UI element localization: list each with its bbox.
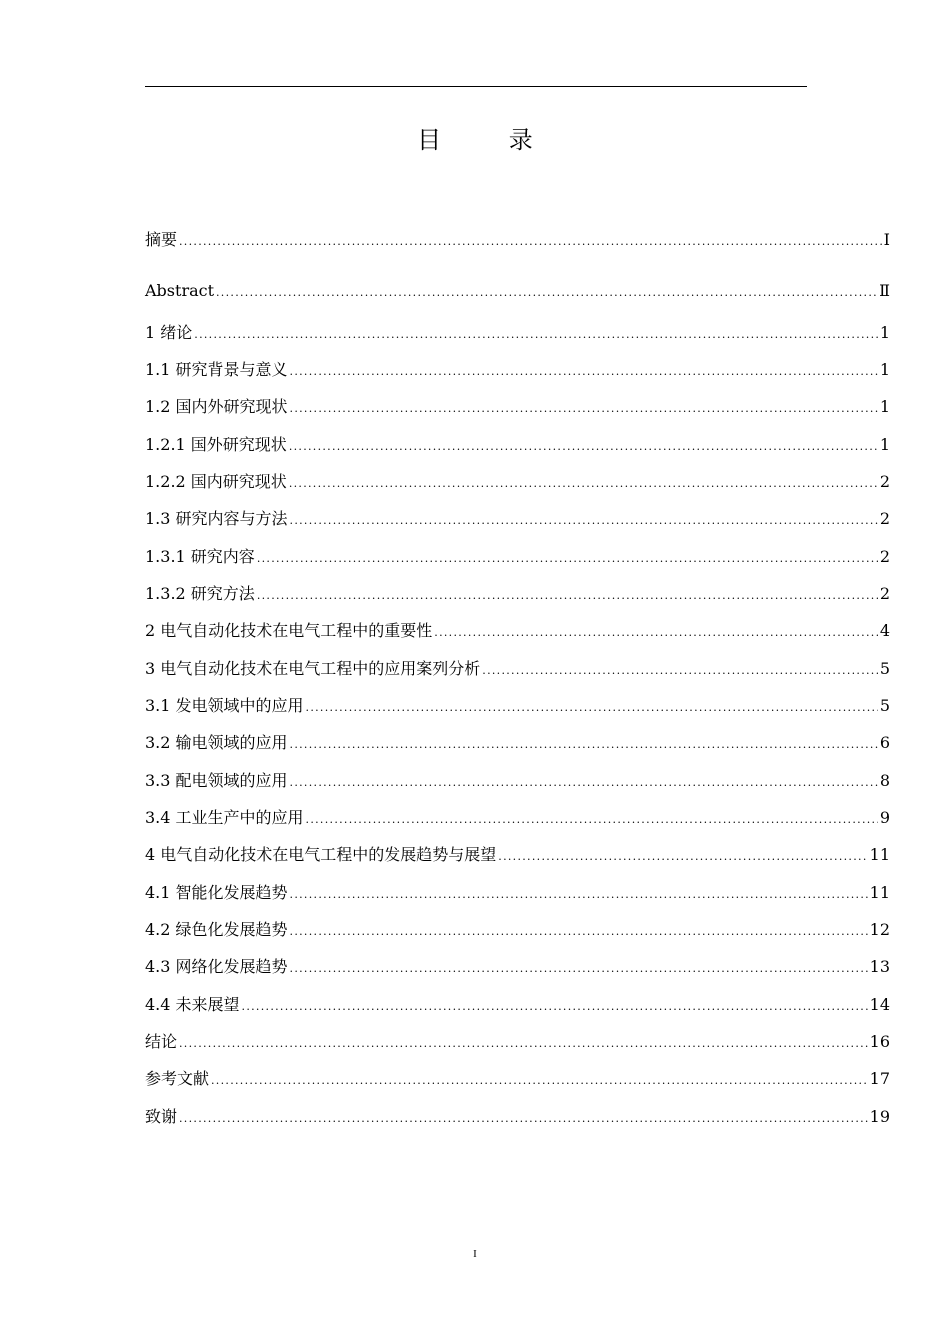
toc-entry-label: Abstract [145, 281, 215, 300]
toc-entry-page: 5 [879, 696, 890, 715]
toc-leader-dots [434, 621, 878, 645]
toc-leader-dots [290, 360, 878, 384]
toc-entry-label: 摘要 [145, 230, 178, 249]
toc-entry[interactable] [145, 881, 890, 905]
toc-entry[interactable] [145, 955, 890, 979]
toc-entry-page: 12 [869, 920, 890, 939]
toc-entry[interactable] [145, 1067, 890, 1091]
toc-entry-label: 4.2 绿色化发展趋势 [145, 920, 288, 939]
toc-entry[interactable] [145, 470, 890, 494]
toc-entry-label: 参考文献 [145, 1069, 210, 1088]
header-rule [145, 86, 807, 87]
toc-leader-dots [290, 957, 868, 981]
toc-entry-page: 14 [869, 995, 890, 1014]
toc-entry-page: 4 [879, 621, 890, 640]
toc-entry-page: 16 [869, 1032, 890, 1051]
toc-entry-label: 3.2 输电领域的应用 [145, 733, 288, 752]
toc-entry[interactable] [145, 433, 890, 457]
toc-leader-dots [290, 920, 868, 944]
toc-entry[interactable] [145, 321, 890, 345]
toc-entry-page: 11 [869, 883, 890, 902]
toc-entry[interactable] [145, 279, 890, 303]
toc-entry[interactable] [145, 395, 890, 419]
page-title: 目 录 [417, 126, 563, 154]
toc-entry-page: Ⅱ [879, 281, 890, 300]
toc-entry-label: 1.2.2 国内研究现状 [145, 472, 287, 491]
toc-entry-label: 结论 [145, 1032, 178, 1051]
toc-leader-dots [257, 547, 878, 571]
toc-entry-page: 11 [869, 845, 890, 864]
toc-leader-dots [290, 733, 878, 757]
toc-entry-page: 5 [879, 659, 890, 678]
toc-entry-page: 2 [879, 584, 890, 603]
toc-entry[interactable] [145, 843, 890, 867]
toc-entry-page: 6 [879, 733, 890, 752]
toc-entry[interactable] [145, 582, 890, 606]
toc-entry-page: 17 [869, 1069, 890, 1088]
toc-entry-label: 致谢 [145, 1107, 178, 1126]
toc-entry-label: 4.3 网络化发展趋势 [145, 957, 288, 976]
page-number: I [473, 1248, 477, 1260]
toc-leader-dots [211, 1069, 868, 1093]
toc-entry-page: 1 [879, 360, 890, 379]
toc-entry[interactable] [145, 993, 890, 1017]
toc-leader-dots [290, 771, 878, 795]
toc-entry[interactable] [145, 1030, 890, 1054]
toc-entry-label: 1.3.2 研究方法 [145, 584, 255, 603]
toc-entry[interactable] [145, 358, 890, 382]
toc-entry-page: 2 [879, 509, 890, 528]
toc-leader-dots [290, 397, 878, 421]
toc-leader-dots [306, 808, 878, 832]
toc-entry-label: 3.3 配电领域的应用 [145, 771, 288, 790]
toc-leader-dots [498, 845, 867, 869]
toc-leader-dots [194, 323, 878, 347]
toc-entry-label: 3.4 工业生产中的应用 [145, 808, 304, 827]
toc-entry-label: 1.1 研究背景与意义 [145, 360, 288, 379]
toc-entry-label: 4.4 未来展望 [145, 995, 240, 1014]
toc-leader-dots [179, 1032, 868, 1056]
toc-entry-page: 1 [879, 323, 890, 342]
toc-leader-dots [216, 281, 877, 305]
toc-entry[interactable] [145, 228, 890, 252]
toc-leader-dots [289, 435, 878, 459]
toc-leader-dots [482, 659, 878, 683]
toc-entry-page: 2 [879, 472, 890, 491]
toc-entry[interactable] [145, 769, 890, 793]
toc-entry-page: 1 [879, 435, 890, 454]
toc-leader-dots [290, 883, 868, 907]
toc-entry[interactable] [145, 507, 890, 531]
toc-entry-label: 1.2.1 国外研究现状 [145, 435, 287, 454]
toc-entry[interactable] [145, 918, 890, 942]
toc-entry-label: 4 电气自动化技术在电气工程中的发展趋势与展望 [145, 845, 497, 864]
toc-entry-label: 1 绪论 [145, 323, 193, 342]
toc-entry-page: 8 [879, 771, 890, 790]
toc-entry[interactable] [145, 657, 890, 681]
toc-entry[interactable] [145, 694, 890, 718]
toc-entry-label: 4.1 智能化发展趋势 [145, 883, 288, 902]
toc-entry-page: 9 [879, 808, 890, 827]
toc-leader-dots [242, 995, 868, 1019]
toc-entry[interactable] [145, 619, 890, 643]
toc-entry-label: 1.3.1 研究内容 [145, 547, 255, 566]
toc-entry[interactable] [145, 545, 890, 569]
toc-entry-page: Ⅰ [883, 230, 890, 249]
toc-leader-dots [289, 472, 878, 496]
toc-entry-label: 3.1 发电领域中的应用 [145, 696, 304, 715]
toc-leader-dots [257, 584, 878, 608]
toc-entry-page: 13 [869, 957, 890, 976]
toc-entry-label: 3 电气自动化技术在电气工程中的应用案列分析 [145, 659, 481, 678]
toc-entry[interactable] [145, 731, 890, 755]
toc-leader-dots [179, 230, 882, 254]
toc-entry-page: 1 [879, 397, 890, 416]
toc-entry-page: 19 [869, 1107, 890, 1126]
toc-entry-label: 1.2 国内外研究现状 [145, 397, 288, 416]
toc-leader-dots [179, 1107, 868, 1131]
toc-entry-page: 2 [879, 547, 890, 566]
toc-entry-label: 1.3 研究内容与方法 [145, 509, 288, 528]
toc-leader-dots [306, 696, 878, 720]
toc-entry-label: 2 电气自动化技术在电气工程中的重要性 [145, 621, 433, 640]
toc-leader-dots [290, 509, 878, 533]
toc-entry[interactable] [145, 1105, 890, 1129]
toc-entry[interactable] [145, 806, 890, 830]
